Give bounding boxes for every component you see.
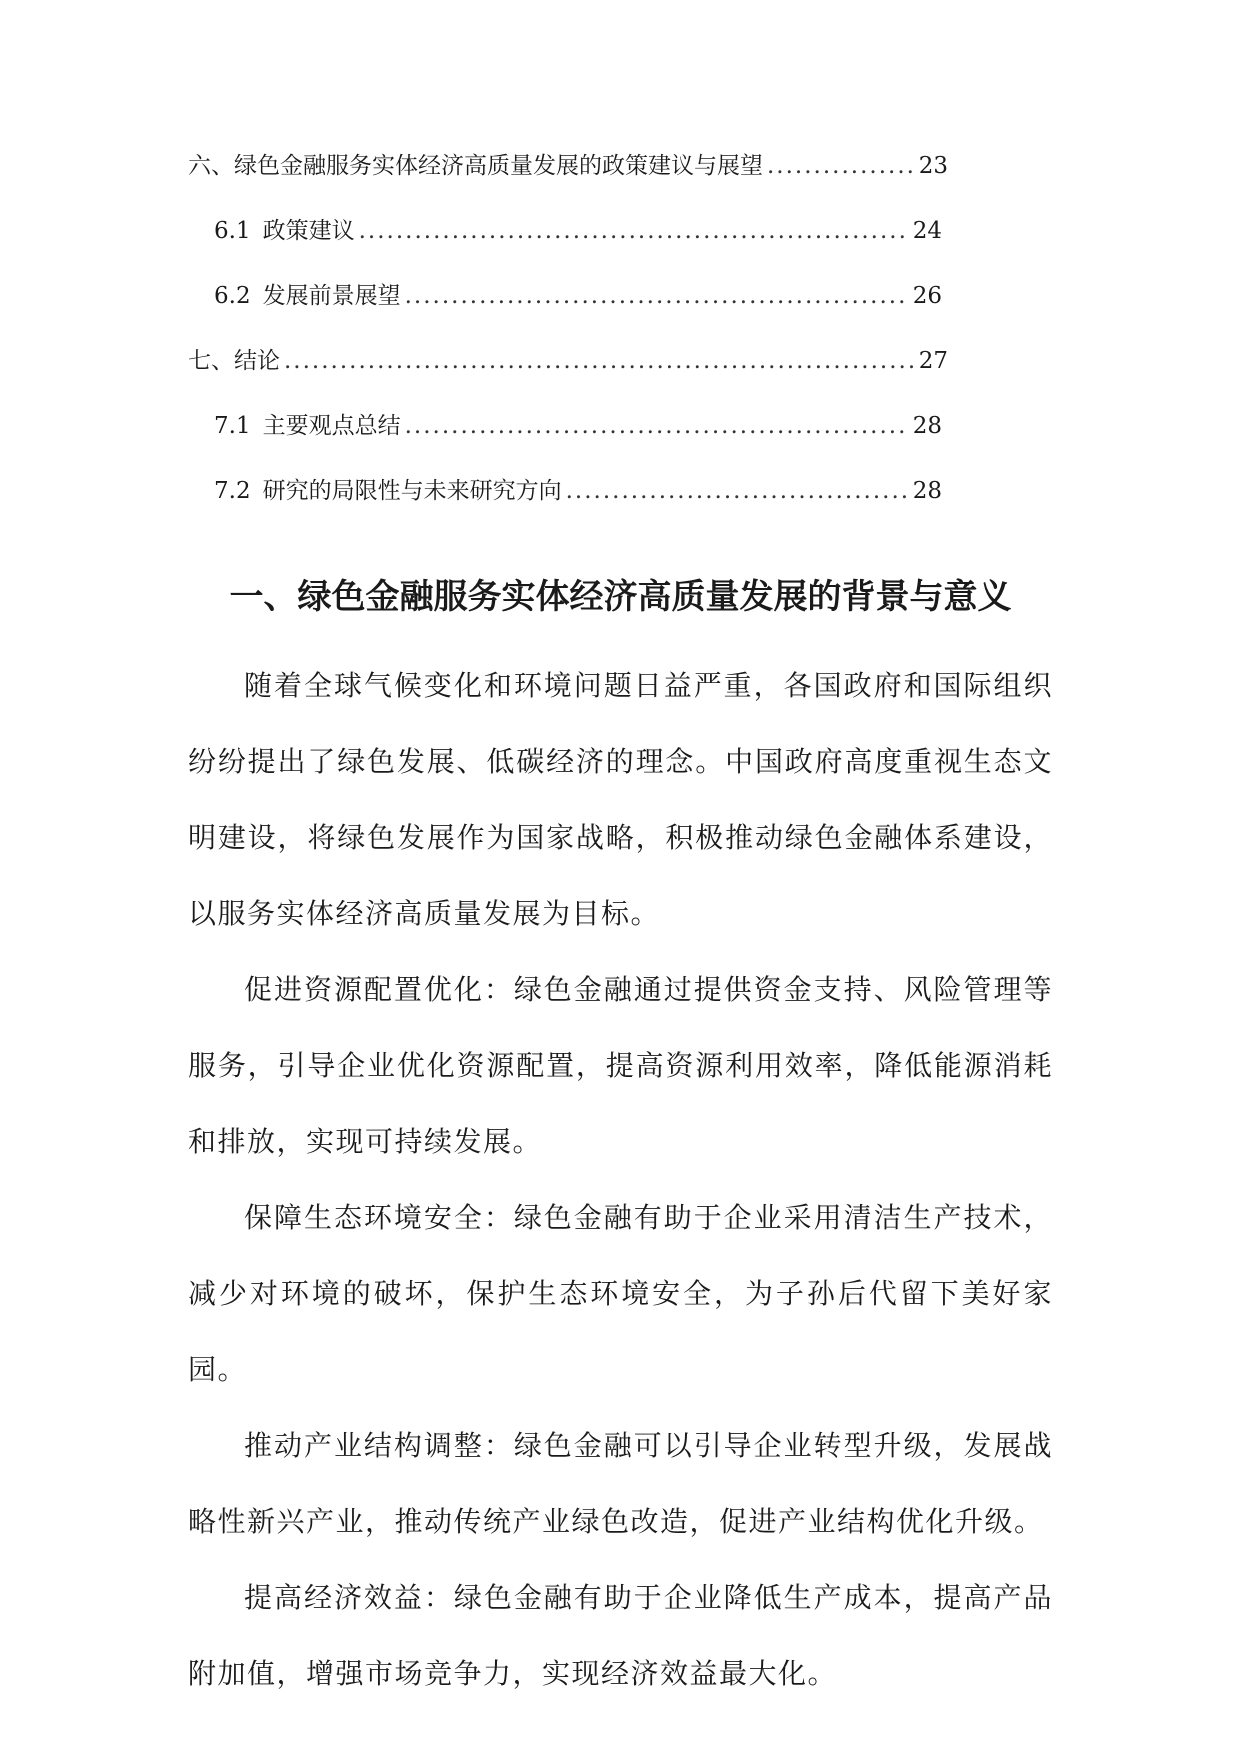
toc-title: 发展前景展望 [262,283,401,309]
toc-entry[interactable] [188,471,948,536]
toc-title: 七、结论 [188,348,280,374]
toc-title: 主要观点总结 [262,413,401,439]
paragraph: 推动产业结构调整：绿色金融可以引导企业转型升级，发展战略性新兴产业，推动传统产业绿色改造，促进产业结构优化升级。 [188,1429,1053,1538]
toc-leader [405,406,908,446]
toc-entry[interactable] [188,406,948,471]
section-body [188,648,1053,1712]
toc-page-number: 28 [912,478,942,504]
paragraph: 提高经济效益：绿色金融有助于企业降低生产成本，提高产品附加值，增强市场竞争力，实现经济效益最大化。 [188,1581,1053,1690]
toc-title: 六、绿色金融服务实体经济高质量发展的政策建议与展望 [188,153,763,179]
toc-entry[interactable] [188,276,948,341]
toc-leader [405,276,908,316]
toc-page-number: 23 [918,153,948,179]
toc-number: 7.1 [214,413,251,439]
toc-number: 7.2 [214,478,251,504]
paragraph: 促进资源配置优化：绿色金融通过提供资金支持、风险管理等服务，引导企业优化资源配置，提高资源利用效率，降低能源消耗和排放，实现可持续发展。 [188,973,1053,1158]
toc-leader [566,471,908,511]
table-of-contents [188,146,948,536]
toc-number: 6.2 [214,283,251,309]
toc-entry[interactable] [188,211,948,276]
toc-entry[interactable] [188,146,948,211]
toc-page-number: 27 [918,348,948,374]
toc-title: 研究的局限性与未来研究方向 [262,478,562,504]
toc-leader [359,211,908,251]
toc-leader [284,341,914,381]
toc-leader [767,146,914,186]
toc-title: 政策建议 [262,218,355,244]
section-heading: 一、绿色金融服务实体经济高质量发展的背景与意义 [229,577,1012,617]
toc-entry[interactable] [188,341,948,406]
paragraph: 保障生态环境安全：绿色金融有助于企业采用清洁生产技术，减少对环境的破坏，保护生态环境安全，为子孙后代留下美好家园。 [188,1201,1053,1386]
paragraph: 随着全球气候变化和环境问题日益严重，各国政府和国际组织纷纷提出了绿色发展、低碳经济的理念。中国政府高度重视生态文明建设，将绿色发展作为国家战略，积极推动绿色金融体系建设，以服务实体经济高质量发展为目标。 [188,669,1053,930]
toc-page-number: 26 [912,283,942,309]
toc-number: 6.1 [214,218,251,244]
toc-page-number: 24 [912,218,942,244]
toc-page-number: 28 [912,413,942,439]
